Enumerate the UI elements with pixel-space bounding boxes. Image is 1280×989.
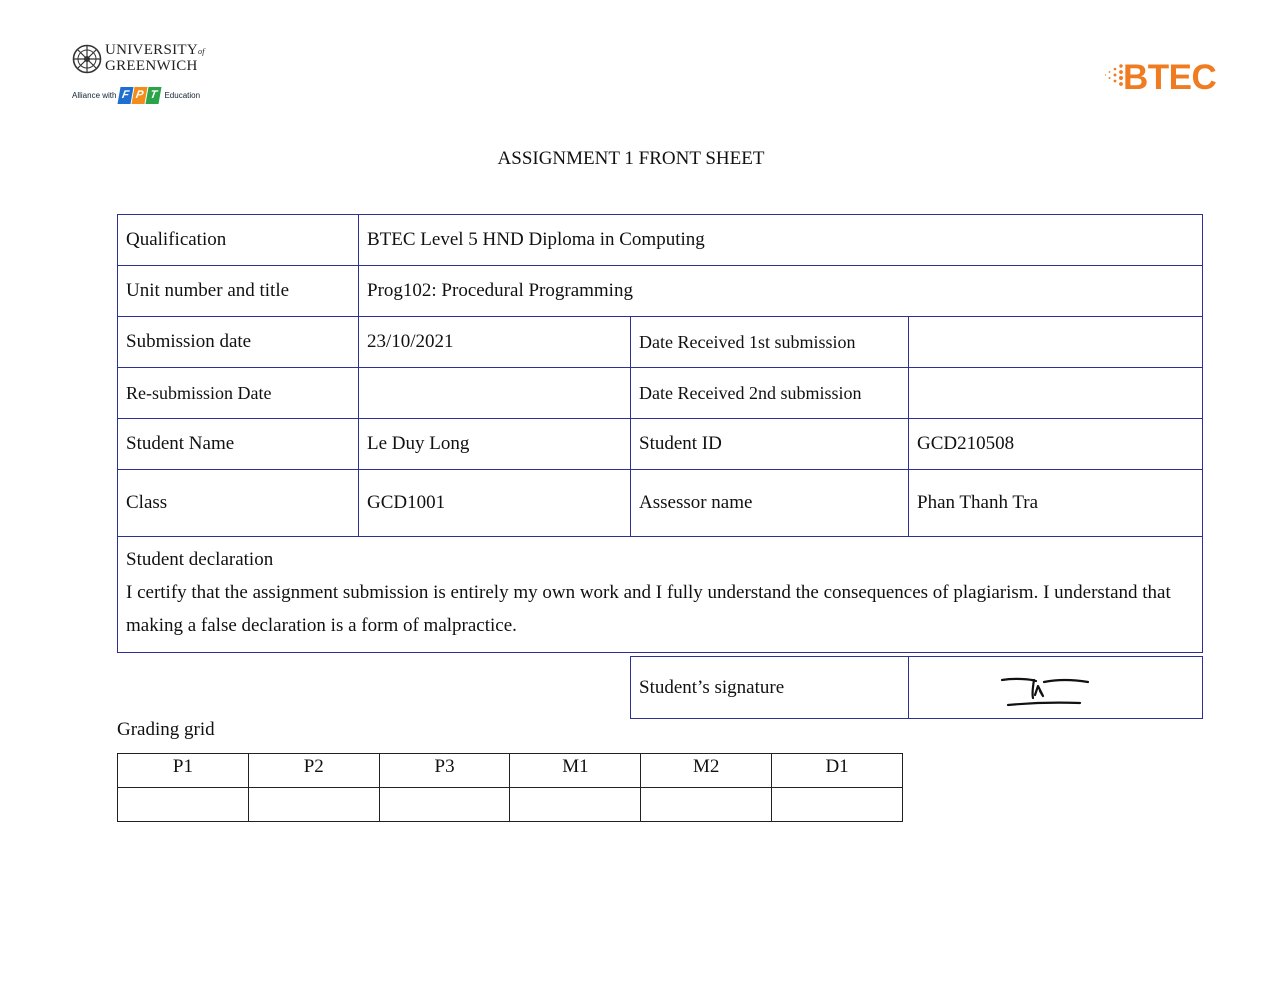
grade-header-p3: P3 [379, 754, 510, 788]
alliance-suffix: Education [164, 91, 201, 100]
student-id-value: GCD210508 [909, 419, 1203, 470]
front-sheet-table [117, 214, 1203, 653]
fpt-letter-p: P [132, 87, 148, 104]
student-name-value: Le Duy Long [359, 419, 631, 470]
grade-header-p1: P1 [118, 754, 249, 788]
grade-value-p3 [379, 788, 510, 822]
unit-row [118, 266, 1203, 317]
date-received-1st-value [909, 317, 1203, 368]
university-logo [72, 42, 212, 112]
page-title: ASSIGNMENT 1 FRONT SHEET [497, 148, 765, 169]
grade-value-p1 [118, 788, 249, 822]
class-label: Class [118, 470, 359, 537]
grade-header-d1: D1 [772, 754, 903, 788]
date-received-2nd-label: Date Received 2nd submission [631, 368, 909, 419]
grading-value-row [118, 788, 903, 822]
university-name-line1: UNIVERSITY [105, 42, 198, 58]
class-value: GCD1001 [359, 470, 631, 537]
unit-value: Prog102: Procedural Programming [359, 266, 1203, 317]
qualification-value: BTEC Level 5 HND Diploma in Computing [359, 215, 1203, 266]
grading-grid-table [117, 753, 903, 822]
fpt-letter-f: F [118, 87, 134, 104]
grade-header-m1: M1 [510, 754, 641, 788]
student-name-label: Student Name [118, 419, 359, 470]
fpt-letter-t: T [146, 87, 162, 104]
fpt-logo [119, 87, 161, 104]
unit-label: Unit number and title [118, 266, 359, 317]
grading-header-row [118, 754, 903, 788]
grade-value-m1 [510, 788, 641, 822]
university-seal-icon [72, 44, 102, 74]
declaration-row [118, 537, 1203, 653]
grade-value-m2 [641, 788, 772, 822]
resubmission-date-label: Re-submission Date [118, 368, 359, 419]
signature-label: Student’s signature [631, 657, 909, 719]
submission-date-value: 23/10/2021 [359, 317, 631, 368]
qualification-label: Qualification [118, 215, 359, 266]
declaration-cell [118, 537, 1203, 653]
btec-logo [1104, 56, 1216, 100]
handwritten-signature [994, 666, 1094, 710]
date-received-2nd-value [909, 368, 1203, 419]
btec-wordmark: BTEC [1123, 58, 1217, 97]
signature-row [631, 657, 1203, 719]
resubmission-row [118, 368, 1203, 419]
assessor-value: Phan Thanh Tra [909, 470, 1203, 537]
declaration-text: I certify that the assignment submission is entirely my own work and I fully understand the consequences of plagiarism. I understand that making a false declaration is a form of malpractice. [126, 582, 1171, 636]
university-name-of: of [198, 47, 205, 56]
alliance-prefix: Alliance with [72, 91, 117, 100]
university-name [105, 43, 205, 73]
grade-header-m2: M2 [641, 754, 772, 788]
signature-table [630, 656, 1203, 719]
university-name-line2: GREENWICH [105, 58, 198, 74]
declaration-heading: Student declaration [126, 549, 274, 570]
grading-grid-label: Grading grid [117, 719, 215, 740]
student-row [118, 419, 1203, 470]
student-id-label: Student ID [631, 419, 909, 470]
assessor-label: Assessor name [631, 470, 909, 537]
class-row [118, 470, 1203, 537]
grade-value-d1 [772, 788, 903, 822]
grade-value-p2 [248, 788, 379, 822]
signature-cell [909, 657, 1203, 719]
alliance-line [72, 87, 200, 104]
qualification-row [118, 215, 1203, 266]
grade-header-p2: P2 [248, 754, 379, 788]
submission-row [118, 317, 1203, 368]
date-received-1st-label: Date Received 1st submission [631, 317, 909, 368]
resubmission-date-value [359, 368, 631, 419]
submission-date-label: Submission date [118, 317, 359, 368]
